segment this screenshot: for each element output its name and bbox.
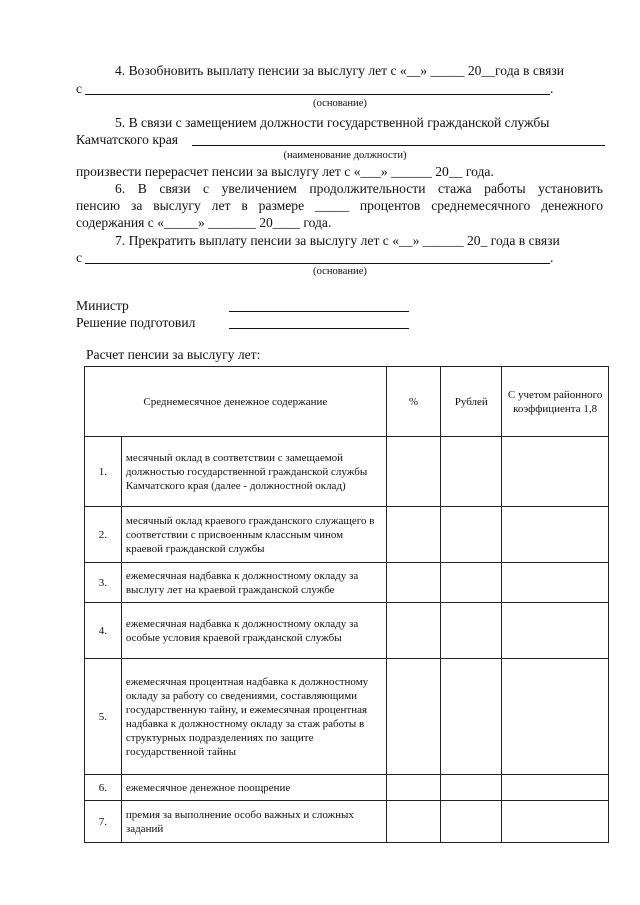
table-row (85, 563, 609, 603)
percent-cell[interactable] (386, 801, 441, 843)
prepared-label: Решение подготовил (76, 315, 196, 330)
coef-cell[interactable] (502, 507, 609, 563)
item7-line1: 7. Прекратить выплату пенсии за выслугу лет с «__» ______ 20_ года в связи (115, 233, 560, 248)
percent-cell[interactable] (386, 659, 441, 775)
header-percent: % (386, 367, 441, 437)
percent-cell[interactable] (386, 437, 441, 507)
pension-calc-table (84, 366, 609, 843)
item5-caption: (наименование должности) (283, 150, 407, 161)
percent-cell[interactable] (386, 507, 441, 563)
item7-line2-suffix: . (550, 250, 554, 265)
rubles-cell[interactable] (441, 563, 502, 603)
row-number: 2. (85, 507, 122, 563)
item6-line2: пенсию за выслугу лет в размере _____ процентов среднемесячного денежного (76, 198, 603, 213)
table-row (85, 801, 609, 843)
coef-cell[interactable] (502, 437, 609, 507)
row-description: ежемесячная процентная надбавка к должностному окладу за работу со сведениями, составляющими государственную тайну, и ежемесячная процентная надбавка к должностному окладу за стаж работы в структурных подразделениях по защите государственной тайны (121, 659, 386, 775)
item5-position-line[interactable] (192, 145, 605, 146)
item5-line1: 5. В связи с замещением должности государственной гражданской службы (115, 115, 550, 130)
coef-cell[interactable] (502, 563, 609, 603)
percent-cell[interactable] (386, 603, 441, 659)
coef-cell[interactable] (502, 775, 609, 801)
rubles-cell[interactable] (441, 603, 502, 659)
table-row (85, 603, 609, 659)
item4-line1: 4. Возобновить выплату пенсии за выслугу лет с «__» _____ 20__года в связи (115, 63, 565, 78)
row-number: 6. (85, 775, 122, 801)
row-description: ежемесячное денежное поощрение (121, 775, 386, 801)
item6-line1: 6. В связи с увеличением продолжительности стажа работы установить (115, 181, 603, 196)
coef-cell[interactable] (502, 603, 609, 659)
row-number: 5. (85, 659, 122, 775)
row-description: ежемесячная надбавка к должностному окладу за особые условия краевой гражданской службы (121, 603, 386, 659)
header-coef: С учетом районного коэффициента 1,8 (502, 367, 609, 437)
header-content: Среднемесячное денежное содержание (85, 367, 387, 437)
table-row (85, 659, 609, 775)
row-number: 7. (85, 801, 122, 843)
item4-basis-line[interactable] (85, 94, 550, 95)
row-description: месячный оклад в соответствии с замещаемой должностью государственной гражданской службы Камчатского края (далее - должностной оклад) (121, 437, 386, 507)
rubles-cell[interactable] (441, 507, 502, 563)
coef-cell[interactable] (502, 659, 609, 775)
row-number: 3. (85, 563, 122, 603)
item5-line2-prefix: Камчатского края (76, 132, 179, 147)
item4-line2-suffix: . (550, 81, 554, 96)
percent-cell[interactable] (386, 775, 441, 801)
row-number: 1. (85, 437, 122, 507)
percent-cell[interactable] (386, 563, 441, 603)
rubles-cell[interactable] (441, 775, 502, 801)
row-description: премия за выполнение особо важных и сложных заданий (121, 801, 386, 843)
minister-label: Министр (76, 298, 129, 313)
item4-line2-prefix: с (76, 81, 83, 96)
table-row (85, 775, 609, 801)
rubles-cell[interactable] (441, 437, 502, 507)
coef-cell[interactable] (502, 801, 609, 843)
table-header-row (85, 367, 609, 437)
row-description: ежемесячная надбавка к должностному окладу за выслугу лет на краевой гражданской службе (121, 563, 386, 603)
item7-basis-line[interactable] (85, 263, 550, 264)
item5-line3: произвести перерасчет пенсии за выслугу лет с «___» ______ 20__ года. (76, 164, 494, 179)
table-title: Расчет пенсии за выслугу лет: (86, 347, 261, 362)
item4-caption: (основание) (313, 98, 367, 109)
prepared-signature-line[interactable] (229, 328, 409, 329)
table-row (85, 437, 609, 507)
rubles-cell[interactable] (441, 659, 502, 775)
item6-line3: содержания с «_____» _______ 20____ года. (76, 215, 332, 230)
item7-line2-prefix: с (76, 250, 83, 265)
row-description: месячный оклад краевого гражданского служащего в соответствии с присвоенным классным чином краевой гражданской службы (121, 507, 386, 563)
header-rubles: Рублей (441, 367, 502, 437)
minister-signature-line[interactable] (229, 311, 409, 312)
item7-caption: (основание) (313, 266, 367, 277)
row-number: 4. (85, 603, 122, 659)
table-row (85, 507, 609, 563)
rubles-cell[interactable] (441, 801, 502, 843)
